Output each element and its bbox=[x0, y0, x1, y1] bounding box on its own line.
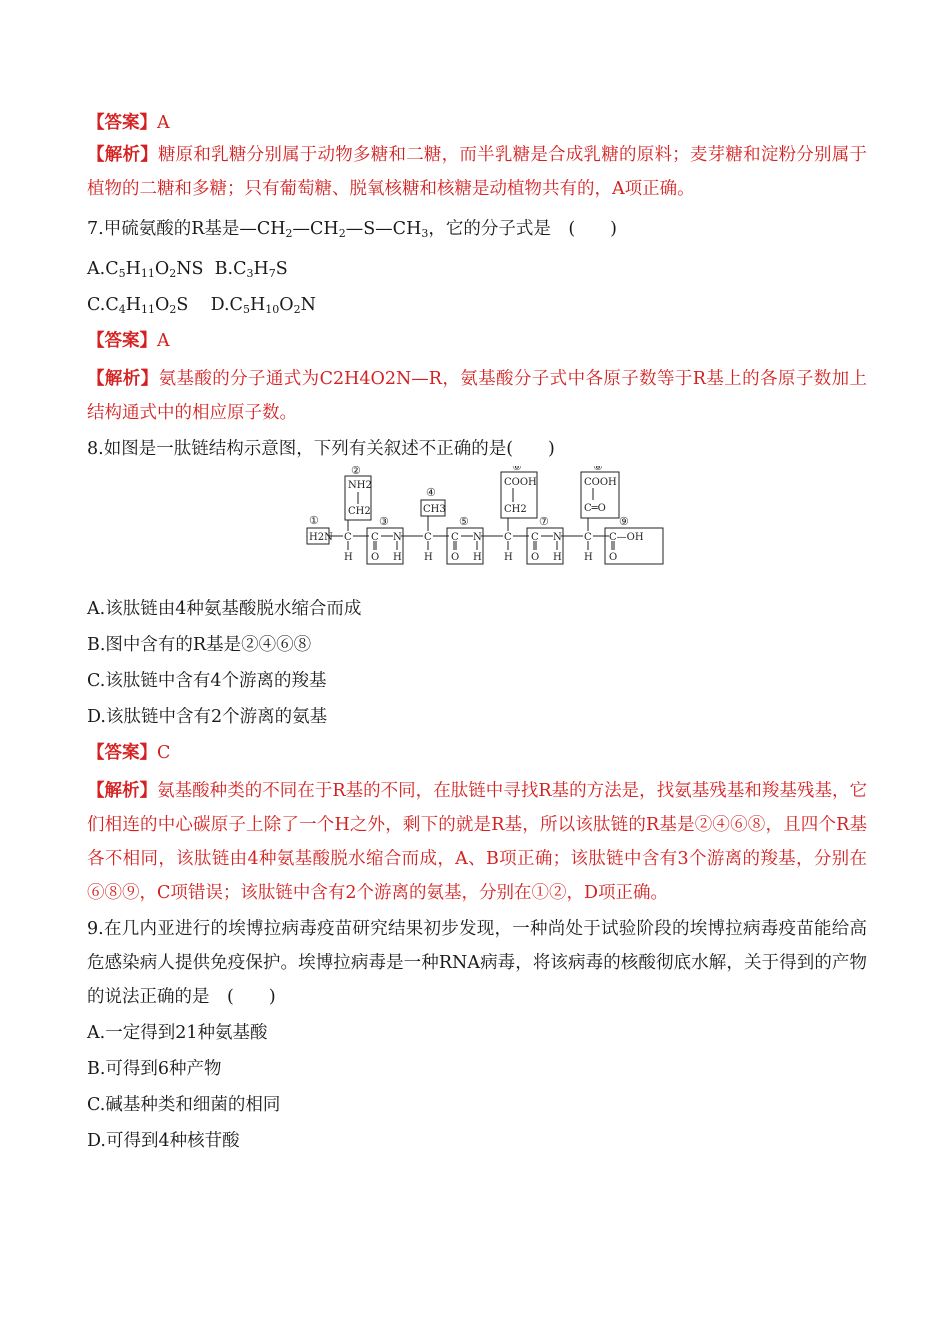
svg-text:H: H bbox=[424, 552, 433, 563]
nh2-text: NH2 bbox=[348, 480, 372, 491]
q6-analysis bbox=[87, 138, 867, 206]
svg-text:H: H bbox=[344, 552, 353, 563]
q8-option-a: A.该肽链由4种氨基酸脱水缩合而成 bbox=[87, 599, 362, 619]
svg-text:N: N bbox=[473, 532, 482, 543]
q8-analysis: 【解析】氨基酸种类的不同在于R基的不同，在肽链中寻找R基的方法是，找氨基残基和羧基残基，它们相连的中心碳原子上除了一个H之外，剩下的就是R基，所以该肽链的R基是②④⑥⑧，且四个R基各不相同，该肽链由4种氨基酸脱水缩合而成，A、B项正确；该肽链中含有3个游离的羧基，分别在⑥⑧⑨，C项错误；该肽链中含有2个游离的氨基，分别在①②，D项正确。 bbox=[87, 781, 867, 903]
q9-option-c: C.碱基种类和细菌的相同 bbox=[87, 1095, 281, 1115]
svg-text:C: C bbox=[344, 532, 352, 543]
q7-options-row-1: $A.C_5H_{11}O_2NS$ $B.C_3H_7S$ bbox=[87, 259, 288, 280]
document-page bbox=[87, 110, 867, 1164]
q6-answer bbox=[87, 110, 867, 136]
q7-stem: 7.甲硫氨酸的R基是$—CH_2—CH_2—S—CH_3$，它的分子式是 ( ) bbox=[87, 219, 617, 240]
label-9: ⑨ bbox=[619, 515, 629, 528]
q8-option-d: D.该肽链中含有2个游离的氨基 bbox=[87, 707, 328, 727]
label-3: ③ bbox=[379, 515, 389, 528]
svg-text:O: O bbox=[531, 552, 540, 563]
svg-text:N: N bbox=[393, 532, 402, 543]
label-8: ⑧ bbox=[593, 466, 603, 473]
q9-option-a: A.一定得到21种氨基酸 bbox=[87, 1023, 268, 1043]
h2n-text: H2N bbox=[309, 532, 333, 543]
ch2-text-6: CH2 bbox=[504, 504, 527, 515]
svg-text:H: H bbox=[504, 552, 513, 563]
label-2: ② bbox=[351, 466, 361, 477]
q8-answer: 【答案】C bbox=[87, 743, 171, 763]
q9-option-b: B.可得到6种产物 bbox=[87, 1059, 222, 1079]
c-eq-o-text: C═O bbox=[584, 503, 606, 514]
peptide-figure bbox=[87, 466, 867, 582]
svg-text:C: C bbox=[584, 532, 592, 543]
ch3-text: CH3 bbox=[423, 504, 446, 515]
svg-text:C: C bbox=[531, 532, 539, 543]
svg-text:O: O bbox=[371, 552, 380, 563]
label-6: ⑥ bbox=[512, 466, 522, 473]
peptide-diagram bbox=[305, 466, 677, 578]
svg-text:C—OH: C—OH bbox=[609, 532, 644, 543]
svg-text:H: H bbox=[393, 552, 402, 563]
q8-option-b: B.图中含有的R基是②④⑥⑧ bbox=[87, 635, 312, 655]
svg-text:C: C bbox=[504, 532, 512, 543]
answer-value: A bbox=[157, 113, 170, 133]
q7-answer: 【答案】A bbox=[87, 331, 170, 351]
analysis-text: 糖原和乳糖分别属于动物多糖和二糖，而半乳糖是合成乳糖的原料；麦芽糖和淀粉分别属于植物的二糖和多糖；只有葡萄糖、脱氧核糖和核糖是动植物共有的，A项正确。 bbox=[87, 145, 868, 199]
q7-analysis: 【解析】氨基酸的分子通式为C2H4O2N—R，氨基酸分子式中各原子数等于R基上的各原子数加上结构通式中的相应原子数。 bbox=[87, 369, 867, 423]
svg-text:C: C bbox=[451, 532, 459, 543]
q9-option-d: D.可得到4种核苷酸 bbox=[87, 1131, 240, 1151]
analysis-label: 【解析】 bbox=[87, 145, 158, 165]
q9-stem: 9.在几内亚进行的埃博拉病毒疫苗研究结果初步发现，一种尚处于试验阶段的埃博拉病毒疫苗能给高危感染病人提供免疫保护。埃博拉病毒是一种RNA病毒，将该病毒的核酸彻底水解，关于得到的产物的说法正确的是 ( ) bbox=[87, 919, 867, 1007]
svg-text:O: O bbox=[609, 552, 618, 563]
svg-text:C: C bbox=[371, 532, 379, 543]
label-1: ① bbox=[309, 514, 319, 527]
label-7: ⑦ bbox=[539, 515, 549, 528]
answer-label: 【答案】 bbox=[87, 113, 157, 133]
svg-text:O: O bbox=[451, 552, 460, 563]
q8-option-c: C.该肽链中含有4个游离的羧基 bbox=[87, 671, 327, 691]
svg-text:C: C bbox=[424, 532, 432, 543]
svg-text:N: N bbox=[553, 532, 562, 543]
svg-text:H: H bbox=[553, 552, 562, 563]
label-5: ⑤ bbox=[459, 515, 469, 528]
label-4: ④ bbox=[426, 486, 436, 499]
q7-options-row-2: $C.C_4H_{11}O_2S$ $D.C_5H_{10}O_2N$ bbox=[87, 295, 316, 316]
cooh-text-8: COOH bbox=[584, 477, 617, 488]
q8-stem: 8.如图是一肽链结构示意图，下列有关叙述不正确的是( ) bbox=[87, 439, 555, 459]
svg-text:H: H bbox=[584, 552, 593, 563]
ch2-text-2: CH2 bbox=[348, 506, 371, 517]
svg-text:H: H bbox=[473, 552, 482, 563]
cooh-text-6: COOH bbox=[504, 477, 537, 488]
